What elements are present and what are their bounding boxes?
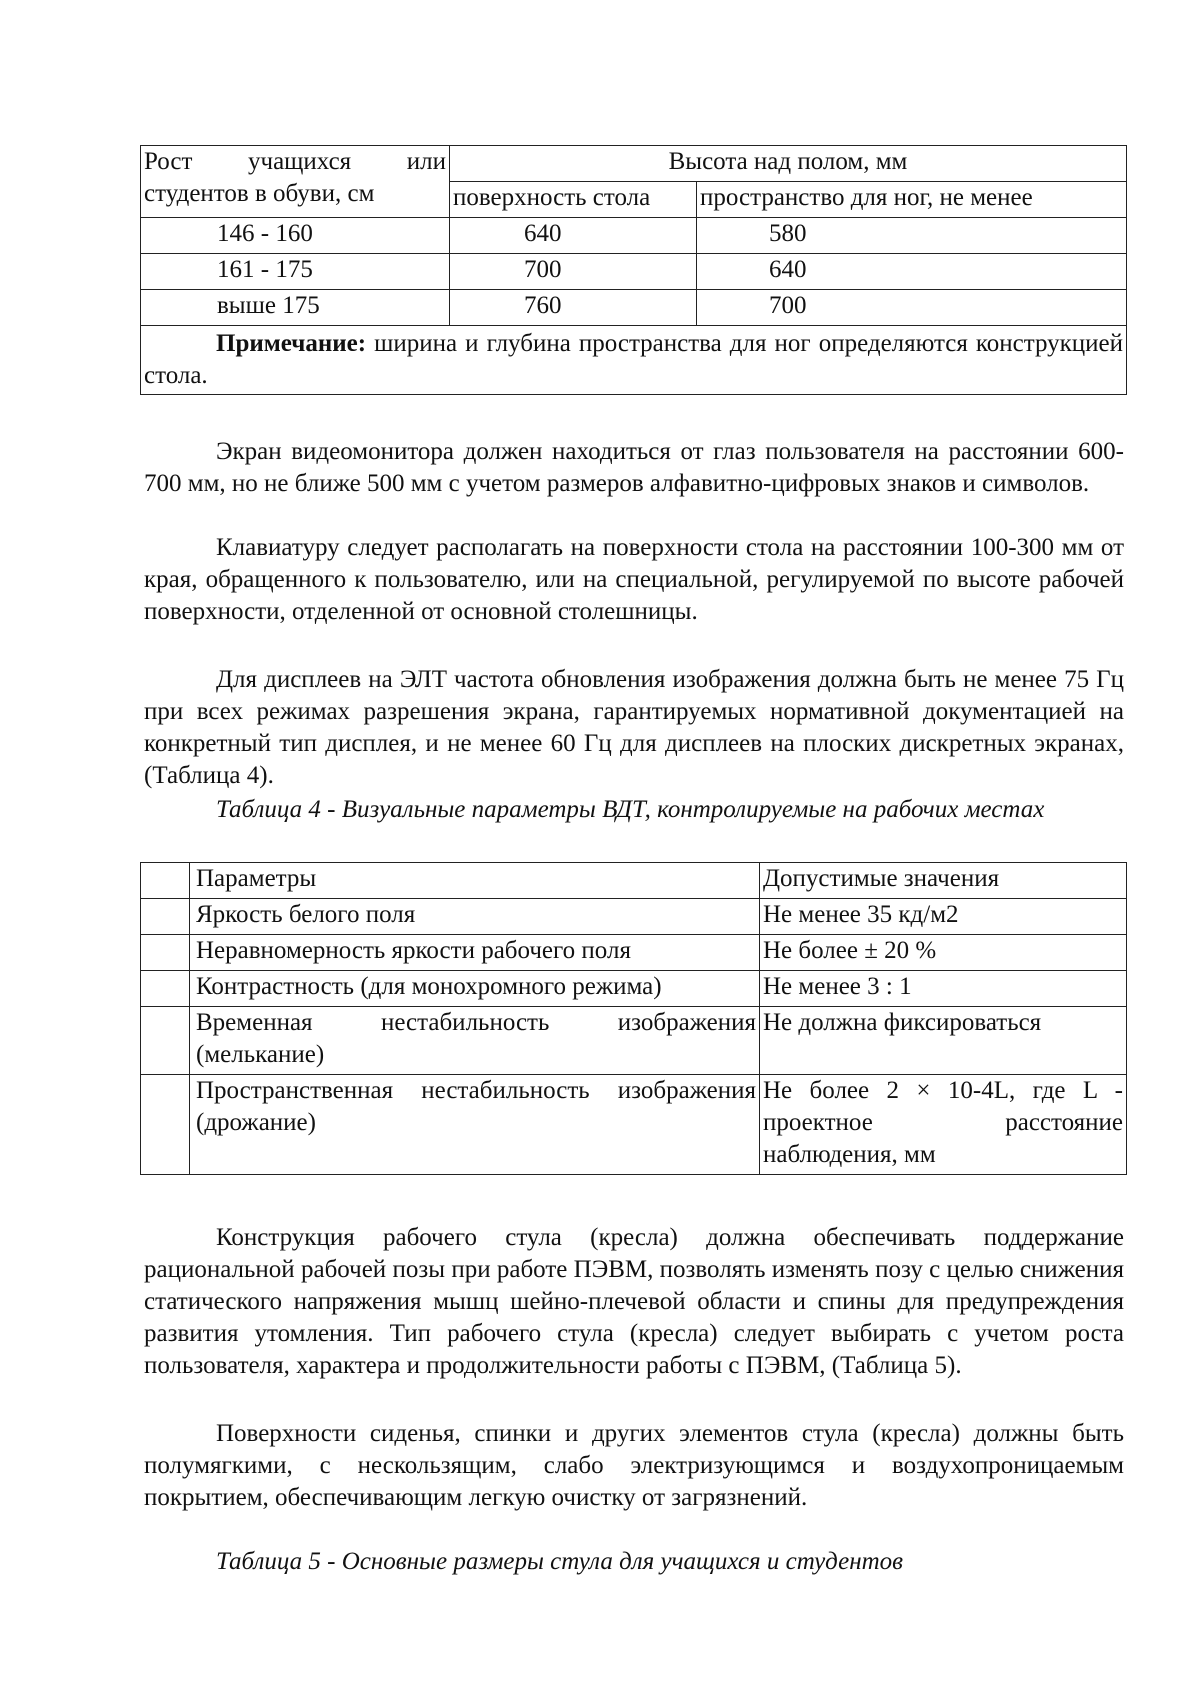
table4-caption-text: Таблица 4 - Визуальные параметры ВДТ, контролируемые на рабочих местах [216, 796, 1045, 823]
leg-space-cell: 580 [697, 218, 1127, 254]
header-height-above-floor [450, 146, 1127, 182]
parameter-cell: Временная нестабильность изображения (мелькание) [190, 1007, 760, 1075]
header-height-above-floor-text: Высота над полом, мм [668, 148, 908, 175]
table-row [141, 218, 1127, 254]
paragraph-keyboard-placement [144, 532, 1124, 628]
table-row [141, 935, 1127, 971]
header-parameters: Параметры [190, 863, 760, 899]
paragraph-chair-surfaces [144, 1418, 1124, 1514]
table4-caption [144, 794, 1124, 826]
table-row [141, 971, 1127, 1007]
table5-caption [144, 1546, 1124, 1578]
desk-height-table [140, 145, 1127, 395]
table-note [141, 326, 1127, 395]
row-number-cell [141, 1007, 190, 1075]
paragraph-monitor-distance-text: Экран видеомонитора должен находиться от глаз пользователя на расстоянии 600-700 мм, но не ближе 500 мм с учетом размеров алфавитно-цифровых знаков и символов. [144, 438, 1124, 497]
surface-height-cell: 760 [450, 290, 697, 326]
header-leg-space: пространство для ног, не менее [697, 182, 1127, 218]
allowed-value-cell: Не более 2 × 10-4L, где L - проектное расстояние наблюдения, мм [760, 1075, 1127, 1175]
header-number [141, 863, 190, 899]
parameter-cell: Контрастность (для монохромного режима) [190, 971, 760, 1007]
height-range-cell: 161 - 175 [141, 254, 450, 290]
table5-caption-text: Таблица 5 - Основные размеры стула для учащихся и студентов [216, 1548, 903, 1575]
paragraph-monitor-distance [144, 436, 1124, 500]
note-label: Примечание: [216, 330, 367, 357]
header-table-surface: поверхность стола [450, 182, 697, 218]
header-student-height-line1: Рост учащихся или [144, 148, 446, 175]
row-number-cell [141, 971, 190, 1007]
paragraph-refresh-rate-text: Для дисплеев на ЭЛТ частота обновления изображения должна быть не менее 75 Гц при всех режимах разрешения экрана, гарантируемых нормативной документацией на конкретный тип дисплея, и не менее 60 Гц для дисплеев на плоских дискретных экранах, (Таблица 4). [144, 666, 1124, 789]
allowed-value-cell: Не должна фиксироваться [760, 1007, 1127, 1075]
table-row [141, 290, 1127, 326]
paragraph-chair-surfaces-text: Поверхности сиденья, спинки и других элементов стула (кресла) должны быть полумягкими, с нескользящим, слабо электризующимся и воздухопроницаемым покрытием, обеспечивающим легкую очистку от загрязнений. [144, 1420, 1124, 1511]
header-student-height [141, 146, 450, 218]
paragraph-keyboard-placement-text: Клавиатуру следует располагать на поверхности стола на расстоянии 100-300 мм от края, обращенного к пользователю, или на специальной, регулируемой по высоте рабочей поверхности, отделенной от основной столешницы. [144, 534, 1124, 625]
allowed-value-cell: Не менее 35 кд/м2 [760, 899, 1127, 935]
allowed-value-cell: Не более ± 20 % [760, 935, 1127, 971]
parameter-cell: Пространственная нестабильность изображения (дрожание) [190, 1075, 760, 1175]
row-number-cell [141, 1075, 190, 1175]
paragraph-refresh-rate [144, 664, 1124, 792]
note-text: ширина и глубина пространства для ног определяются конструкцией стола. [144, 330, 1123, 389]
parameter-cell: Яркость белого поля [190, 899, 760, 935]
header-allowed-values: Допустимые значения [760, 863, 1127, 899]
visual-parameters-table [140, 862, 1127, 1175]
surface-height-cell: 700 [450, 254, 697, 290]
table-row [141, 1075, 1127, 1175]
table-row [141, 899, 1127, 935]
height-range-cell: выше 175 [141, 290, 450, 326]
row-number-cell [141, 935, 190, 971]
paragraph-chair-design [144, 1222, 1124, 1382]
paragraph-chair-design-text: Конструкция рабочего стула (кресла) должна обеспечивать поддержание рациональной рабочей позы при работе ПЭВМ, позволять изменять позу с целью снижения статического напряжения мышц шейно-плечевой области и спины для предупреждения развития утомления. Тип рабочего стула (кресла) следует выбирать с учетом роста пользователя, характера и продолжительности работы с ПЭВМ, (Таблица 5). [144, 1224, 1124, 1379]
row-number-cell [141, 899, 190, 935]
allowed-value-cell: Не менее 3 : 1 [760, 971, 1127, 1007]
header-student-height-line2: студентов в обуви, см [144, 180, 375, 207]
surface-height-cell: 640 [450, 218, 697, 254]
height-range-cell: 146 - 160 [141, 218, 450, 254]
leg-space-cell: 700 [697, 290, 1127, 326]
leg-space-cell: 640 [697, 254, 1127, 290]
table-row [141, 254, 1127, 290]
table-row [141, 1007, 1127, 1075]
parameter-cell: Неравномерность яркости рабочего поля [190, 935, 760, 971]
